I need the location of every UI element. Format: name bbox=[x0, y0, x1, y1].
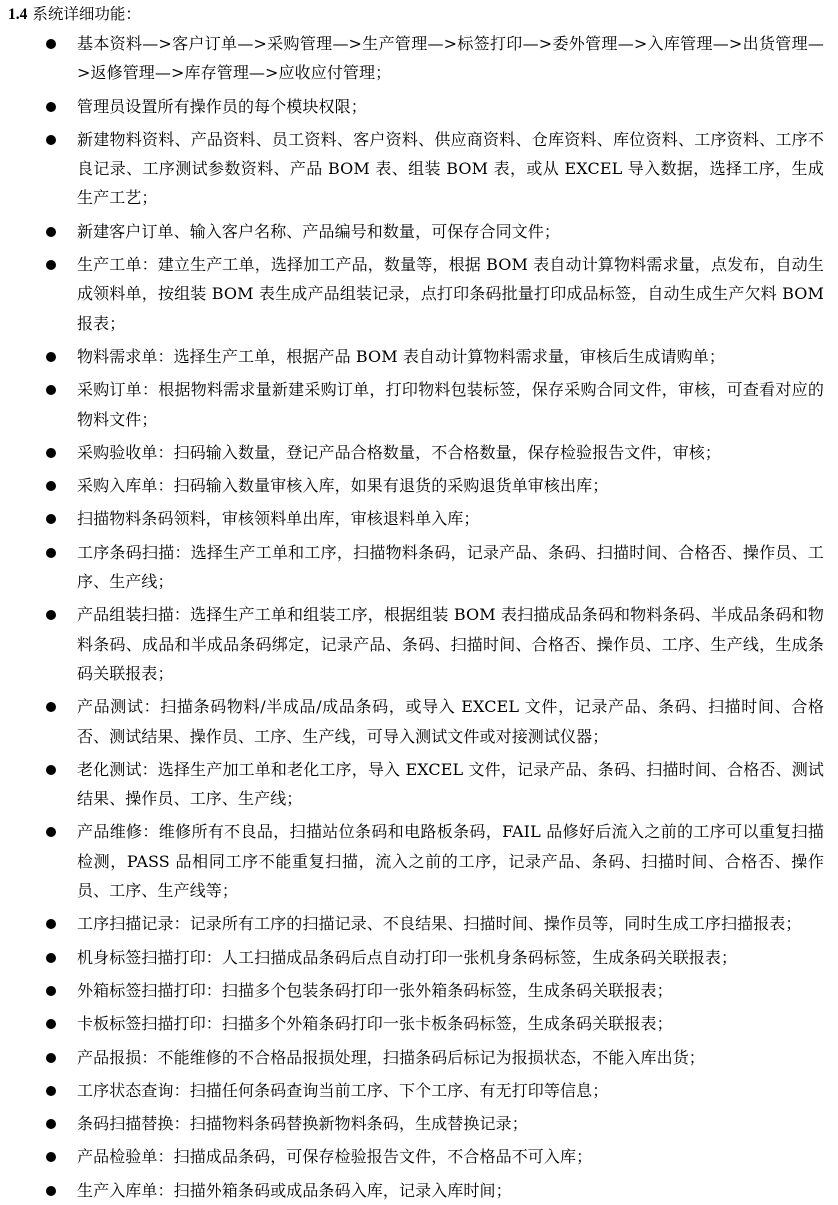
list-item-text: 新建物料资料、产品资料、员工资料、客户资料、供应商资料、仓库资料、库位资料、工序资料、工序不良记录、工序测试参数资料、产品 BOM 表、组装 BOM 表，或从 EXCEL 导入数据，选择工序，生成生产工艺； bbox=[77, 129, 824, 208]
list-item bbox=[8, 1142, 824, 1171]
list-item bbox=[8, 504, 824, 533]
bullet-icon bbox=[46, 548, 56, 558]
list-item-text: 老化测试：选择生产加工单和老化工序，导入 EXCEL 文件，记录产品、条码、扫描时间、合格否、测试结果、操作员、工序、生产线； bbox=[77, 759, 824, 809]
list-item bbox=[8, 755, 824, 814]
list-item-text: 采购订单：根据物料需求量新建采购订单，打印物料包装标签，保存采购合同文件，审核，可查看对应的物料文件； bbox=[77, 380, 824, 429]
section-number: 1.4 bbox=[8, 6, 28, 23]
list-item-text: 产品测试：扫描条码物料/半成品/成品条码，或导入 EXCEL 文件，记录产品、条码、扫描时间、合格否、测试结果、操作员、工序、生产线，可导入测试文件或对接测试仪器； bbox=[77, 697, 824, 746]
list-item bbox=[8, 438, 824, 467]
list-item bbox=[8, 976, 824, 1005]
list-item bbox=[8, 92, 824, 121]
list-item bbox=[8, 943, 824, 972]
list-item-text: 采购验收单：扫码输入数量，登记产品合格数量，不合格数量，保存检验报告文件，审核； bbox=[77, 442, 722, 462]
bullet-icon bbox=[46, 1186, 56, 1196]
bullet-icon bbox=[46, 986, 56, 996]
bullet-icon bbox=[46, 514, 56, 524]
list-item bbox=[8, 1076, 824, 1105]
bullet-icon bbox=[46, 1119, 56, 1129]
bullet-icon bbox=[46, 481, 56, 491]
list-item bbox=[8, 250, 824, 338]
list-item bbox=[8, 125, 824, 213]
list-item bbox=[8, 471, 824, 500]
list-item-text: 扫描物料条码领料，审核领料单出库，审核退料单入库； bbox=[77, 509, 480, 529]
section-title-text: 系统详细功能： bbox=[32, 5, 141, 23]
list-item bbox=[8, 600, 824, 688]
list-item-text: 管理员设置所有操作员的每个模块权限； bbox=[77, 96, 367, 116]
list-item-text: 基本资料—>客户订单—>采购管理—>生产管理—>标签打印—>委外管理—>入库管理—>出货管理—>返修管理—>库存管理—>应收应付管理； bbox=[77, 34, 824, 83]
list-item bbox=[8, 1043, 824, 1072]
list-item-text: 卡板标签扫描打印：扫描多个外箱条码打印一张卡板条码标签，生成条码关联报表； bbox=[77, 1014, 673, 1034]
list-item bbox=[8, 29, 824, 88]
list-item-text: 产品检验单：扫描成品条码，可保存检验报告文件，不合格品不可入库； bbox=[77, 1147, 593, 1167]
list-item bbox=[8, 217, 824, 246]
list-item bbox=[8, 375, 824, 434]
list-item bbox=[8, 1109, 824, 1138]
list-item bbox=[8, 692, 824, 751]
bullet-icon bbox=[46, 260, 56, 270]
bullet-icon bbox=[46, 448, 56, 458]
bullet-icon bbox=[46, 135, 56, 145]
list-item-text: 产品报损：不能维修的不合格品报损处理，扫描条码后标记为报损状态，不能入库出货； bbox=[77, 1047, 705, 1067]
list-item bbox=[8, 1176, 824, 1205]
feature-list bbox=[8, 29, 824, 1205]
list-item-text: 工序扫描记录：记录所有工序的扫描记录、不良结果、扫描时间、操作员等，同时生成工序扫描报表； bbox=[77, 914, 802, 934]
bullet-icon bbox=[46, 765, 56, 775]
bullet-icon bbox=[46, 1086, 56, 1096]
list-item bbox=[8, 342, 824, 371]
list-item bbox=[8, 538, 824, 597]
list-item-text: 机身标签扫描打印：人工扫描成品条码后点自动打印一张机身条码标签，生成条码关联报表； bbox=[77, 947, 738, 967]
bullet-icon bbox=[46, 1152, 56, 1162]
bullet-icon bbox=[46, 953, 56, 963]
bullet-icon bbox=[46, 827, 56, 837]
list-item bbox=[8, 1009, 824, 1038]
list-item-text: 生产入库单：扫描外箱条码或成品条码入库，记录入库时间； bbox=[77, 1180, 512, 1200]
list-item-text: 产品维修：维修所有不良品，扫描站位条码和电路板条码，FAIL 品修好后流入之前的工序可以重复扫描检测，PASS 品相同工序不能重复扫描，流入之前的工序，记录产品、条码、扫描时间、合格否、操作员、工序、生产线等； bbox=[77, 822, 824, 901]
list-item-text: 新建客户订单、输入客户名称、产品编号和数量，可保存合同文件； bbox=[77, 221, 561, 241]
list-item-text: 产品组装扫描：选择生产工单和组装工序，根据组装 BOM 表扫描成品条码和物料条码、半成品条码和物料条码、成品和半成品条码绑定，记录产品、条码、扫描时间、合格否、操作员、工序、生产线，生成条码关联报表； bbox=[77, 605, 824, 683]
section-heading bbox=[8, 3, 824, 25]
bullet-icon bbox=[46, 385, 56, 395]
bullet-icon bbox=[46, 39, 56, 49]
bullet-icon bbox=[46, 1053, 56, 1063]
list-item-text: 工序条码扫描：选择生产工单和工序，扫描物料条码，记录产品、条码、扫描时间、合格否、操作员、工序、生产线； bbox=[77, 542, 824, 592]
bullet-icon bbox=[46, 227, 56, 237]
list-item-text: 物料需求单：选择生产工单，根据产品 BOM 表自动计算物料需求量，审核后生成请购单； bbox=[77, 346, 725, 366]
list-item bbox=[8, 817, 824, 905]
bullet-icon bbox=[46, 1019, 56, 1029]
list-item-text: 工序状态查询：扫描任何条码查询当前工序、下个工序、有无打印等信息； bbox=[77, 1080, 609, 1100]
bullet-icon bbox=[46, 610, 56, 620]
bullet-icon bbox=[46, 102, 56, 112]
bullet-icon bbox=[46, 919, 56, 929]
list-item-text: 生产工单：建立生产工单，选择加工产品，数量等，根据 BOM 表自动计算物料需求量，点发布，自动生成领料单，按组装 BOM 表生成产品组装记录，点打印条码批量打印成品标签，自动生成生产欠料 BOM 报表； bbox=[77, 255, 824, 333]
list-item-text: 外箱标签扫描打印：扫描多个包装条码打印一张外箱条码标签，生成条码关联报表； bbox=[77, 980, 673, 1000]
list-item-text: 采购入库单：扫码输入数量审核入库，如果有退货的采购退货单审核出库； bbox=[77, 476, 609, 496]
bullet-icon bbox=[46, 702, 56, 712]
bullet-icon bbox=[46, 352, 56, 362]
list-item-text: 条码扫描替换：扫描物料条码替换新物料条码，生成替换记录； bbox=[77, 1114, 528, 1134]
list-item bbox=[8, 909, 824, 938]
